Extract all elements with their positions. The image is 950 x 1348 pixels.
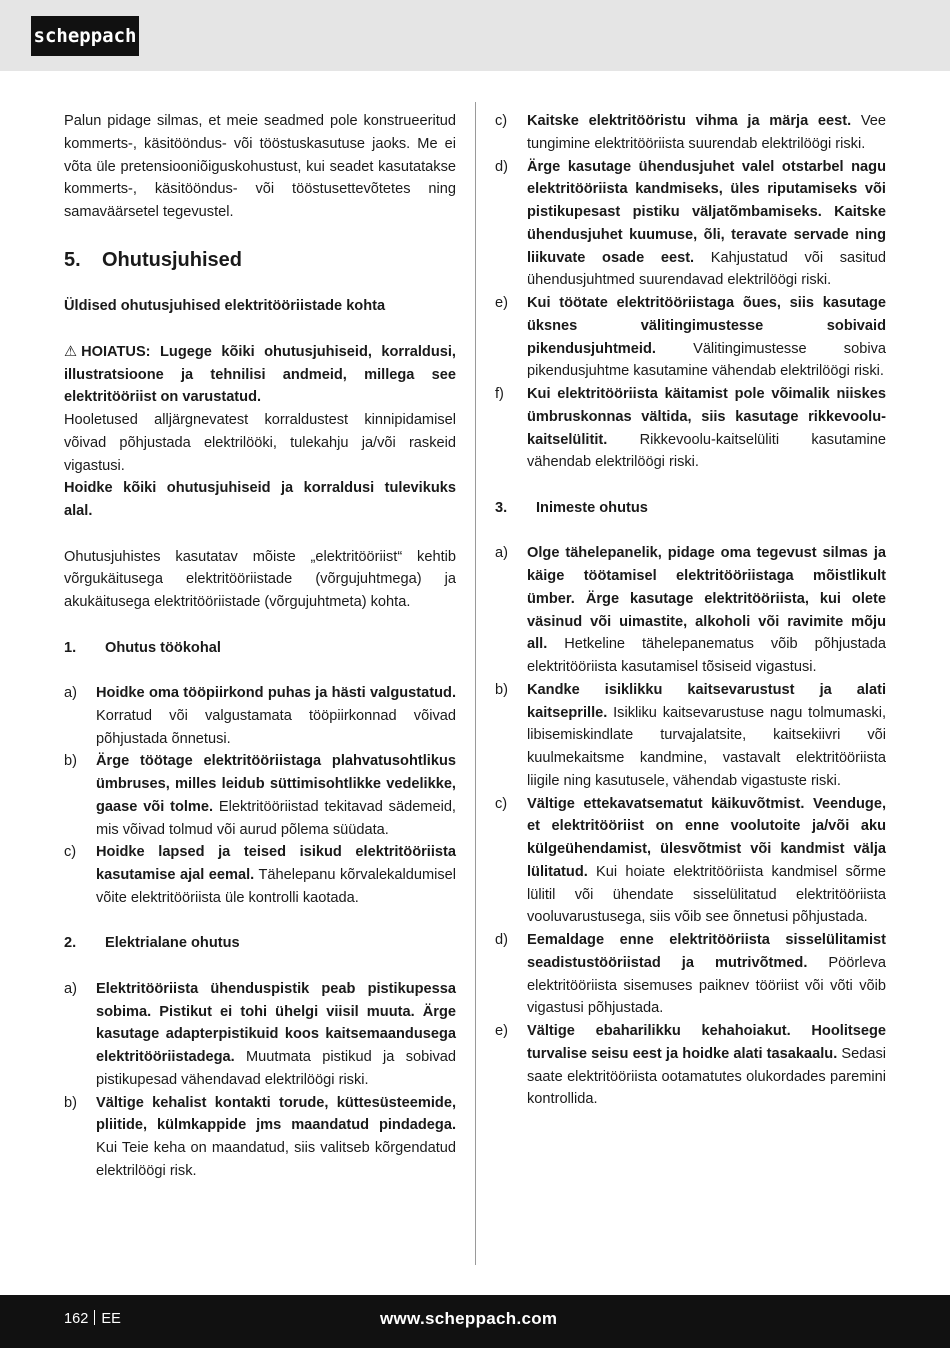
- list-item: [495, 793, 886, 930]
- item-text: Hetkeline tähelepanematus võib põhjustada elektritööriista kasutamisel tõsiseid vigastusi.: [527, 636, 886, 675]
- column-divider: [475, 102, 476, 1265]
- list-marker: b): [64, 753, 77, 770]
- right-column: [495, 110, 886, 1111]
- item-text: Sedasi saate elektritööriista ootamatutes olukordades paremini kontrollida.: [527, 1045, 886, 1108]
- list-item: [495, 542, 886, 679]
- list-item: [495, 679, 886, 793]
- list-marker: c): [64, 844, 77, 861]
- list-item: [64, 682, 456, 750]
- website-url: www.scheppach.com: [380, 1309, 558, 1328]
- item-text: Kui hoiate elektritööriista kandmisel sõrme lülitil või ühendate sisselülitatud elektritööriista vooluvarustusega, siis võib see õnnetusi põhjustada.: [527, 863, 886, 926]
- list-item: [495, 929, 886, 1020]
- item-bold-text: Elektritööriista ühenduspistik peab pistikupessa sobima. Pistikut ei tohi ühelgi viisil muuta. Ärge kasutage adapterpistikuid koos kaitsemaandusega elektritööriistadega.: [96, 980, 456, 1065]
- list-marker: d): [495, 932, 508, 948]
- item-bold-text: Vältige ebaharilikku kehahoiakut. Hoolitsege turvalise seisu eest ja hoidke alati tasakaalu.: [527, 1023, 886, 1062]
- section-title: Ohutusjuhised: [102, 248, 242, 271]
- header-bar: [0, 0, 950, 71]
- subsection-title: Inimeste ohutus: [536, 499, 648, 516]
- item-bold-text: Kui töötate elektritööriistaga õues, siis kasutage üksnes välitingimustesse sobivaid pikendusjuhtmeid.: [527, 295, 886, 357]
- page-number: 162: [64, 1311, 89, 1327]
- list-marker: e): [495, 1023, 508, 1039]
- subsection-heading-2: [64, 932, 456, 955]
- list-item: [64, 841, 456, 909]
- subsection-title: Elektrialane ohutus: [105, 935, 240, 952]
- brand-logo: scheppach: [31, 16, 139, 56]
- list-item: [64, 1092, 456, 1183]
- list-marker: a): [64, 980, 77, 997]
- item-text: Vee tungimine elektritööriista suurendab elektrilöögi riski.: [527, 113, 887, 152]
- intro-paragraph: Palun pidage silmas, et meie seadmed pole konstrueeritud kommerts-, käsitööndus- või tööstuskasutuse jaoks. Me ei võta üle pretensiooniõiguskohustust, kui seadet kasutatakse kommerts-, käsitööndus- või tööstusettevõtetes ning samaväärsetel tegevustel.: [64, 113, 456, 220]
- item-text: Rikkevoolu-kaitselüliti kasutamine vähendab elektrilöögi riski.: [527, 431, 886, 471]
- list-marker: b): [64, 1094, 77, 1111]
- item-bold-text: Ärge kasutage ühendusjuhet valel otstarbel nagu elektritööriista kandmiseks, üles riputamiseks või pistikupesast pistiku väljatõmbamiseks. Kaitske ühendusjuhet kuumuse, õli, teravate servade ning liikuvate osade eest.: [527, 158, 886, 266]
- item-text: Kui Teie keha on maandatud, siis valitseb kõrgendatud elektrilöögi risk.: [96, 1140, 456, 1179]
- subsection-heading-3: [495, 497, 886, 520]
- list-item: [495, 110, 886, 156]
- subsection-number: 2.: [64, 935, 77, 952]
- subsection-title: Ohutus töökohal: [105, 639, 221, 656]
- term-paragraph: Ohutusjuhistes kasutatav mõiste „elektritööriist“ kehtib võrgukäitusega elektritööriistade (võrgujuhtmega) ja akukäitusega elektritööriistade (võrgujuhtmeta) kohta.: [64, 548, 456, 610]
- general-heading: Üldised ohutusjuhised elektritööriistade kohta: [64, 298, 386, 315]
- item-text: Korratud või valgustamata tööpiirkonnad võivad põhjustada õnnetusi.: [96, 707, 456, 747]
- keep-instructions: Hoidke kõiki ohutusjuhiseid ja korraldusi tulevikuks alal.: [64, 480, 456, 519]
- list-item: [64, 978, 456, 1092]
- list-marker: c): [495, 113, 508, 129]
- list-marker: b): [495, 681, 508, 698]
- subsection-number: 1.: [64, 639, 77, 656]
- footer-separator: [94, 1310, 95, 1325]
- item-bold-text: Eemaldage enne elektritööriista sisselülitamist seadistustööriistad ja mutrivõtmed.: [527, 932, 886, 971]
- list-marker: a): [64, 685, 77, 701]
- item-text: Isikliku kaitsevarustuse nagu tolmumaski, libisemiskindlate turvajalatsite, kaitsekiivri või kuulmekaitsme kandmine, vastavalt elektritööriista liigile ning kasutusele, vähendab vigastuste riski.: [527, 704, 886, 789]
- list-marker: c): [495, 795, 508, 812]
- item-bold-text: Olge tähelepanelik, pidage oma tegevust silmas ja käige töötamisel elektritööriistaga mõistlikult ümber. Ärge kasutage elektritööriista, kui olete väsinud või uimastite, alkoholi või ravimite mõju all.: [527, 545, 886, 653]
- section-heading: [64, 247, 456, 273]
- warning-triangle-icon: ⚠: [64, 343, 78, 360]
- list-marker: d): [495, 158, 508, 175]
- list-item: [495, 292, 886, 383]
- page-indicator: [64, 1295, 121, 1343]
- item-text: Elektritööriistad tekitavad sädemeid, mis võivad tolmud või aurud põlema süüdata.: [96, 798, 456, 838]
- item-bold-text: Kui elektritööriista käitamist pole võimalik niiskes ümbruskonnas vältida, siis kasutage rikkevoolu-kaitselülitit.: [527, 386, 886, 448]
- left-column: [64, 110, 456, 1183]
- item-bold-text: Hoidke lapsed ja teised isikud elektritööriista kasutamise ajal eemal.: [96, 844, 456, 883]
- subsection-number: 3.: [495, 499, 508, 516]
- item-bold-text: Vältige ettekavatsematut käikuvõtmist. Veenduge, et elektritööriist on enne voolutoite ja/või aku külgeühendamist, ülesvõtmist või kandmist välja lülitatud.: [527, 795, 886, 880]
- list-item: [64, 750, 456, 841]
- item-bold-text: Kaitske elektritööristu vihma ja märja eest.: [527, 113, 852, 129]
- item-text: Pöörleva elektritööriista sisemuses paiknev tööriist või võti võib vigastusi põhjustada.: [527, 954, 886, 1017]
- footer-bar: [0, 1295, 950, 1348]
- item-bold-text: Hoidke oma tööpiirkond puhas ja hästi valgustatud.: [96, 685, 456, 701]
- list-item: [495, 156, 886, 293]
- language-code: EE: [101, 1311, 121, 1327]
- list-marker: e): [495, 295, 508, 311]
- warning-paragraph: [64, 341, 456, 409]
- item-bold-text: Kandke isiklikku kaitsevarustust ja alati kaitseprille.: [527, 681, 886, 721]
- list-marker: f): [495, 386, 504, 402]
- item-text: Välitingimustesse sobiva pikendusjuhtme kasutamine vähendab elektrilöögi riski.: [527, 340, 886, 380]
- section-number: 5.: [64, 248, 81, 271]
- item-text: Muutmata pistikud ja sobivad pistikupesad vähendavad elektrilöögi riski.: [96, 1049, 456, 1088]
- item-text: Tähelepanu kõrvalekaldumisel võite elektritööriista üle kontrolli kaotada.: [96, 867, 456, 906]
- subsection-heading-1: [64, 637, 456, 660]
- warning-text: Hooletused alljärgnevatest korraldustest kinnipidamisel võivad põhjustada elektrilööki, tulekahju ja/või raskeid vigastusi.: [64, 412, 456, 474]
- list-marker: a): [495, 545, 508, 562]
- warning-bold-text: HOIATUS: Lugege kõiki ohutusjuhiseid, korraldusi, illustratsioone ja tehnilisi andmeid, millega see elektritööriist on varustatud.: [64, 343, 456, 406]
- item-text: Kahjustatud või sasitud ühendusjuhtmed suurendavad elektrilöögi riski.: [527, 249, 886, 289]
- item-bold-text: Ärge töötage elektritööriistaga plahvatusohtlikus ümbruses, milles leidub süttimisohtlikke vedelikke, gaase või tolme.: [96, 753, 456, 815]
- list-item: [495, 1020, 886, 1111]
- list-item: [495, 383, 886, 474]
- item-bold-text: Vältige kehalist kontakti torude, küttesüsteemide, pliitide, külmkappide jms maandatud pindadega.: [96, 1094, 456, 1134]
